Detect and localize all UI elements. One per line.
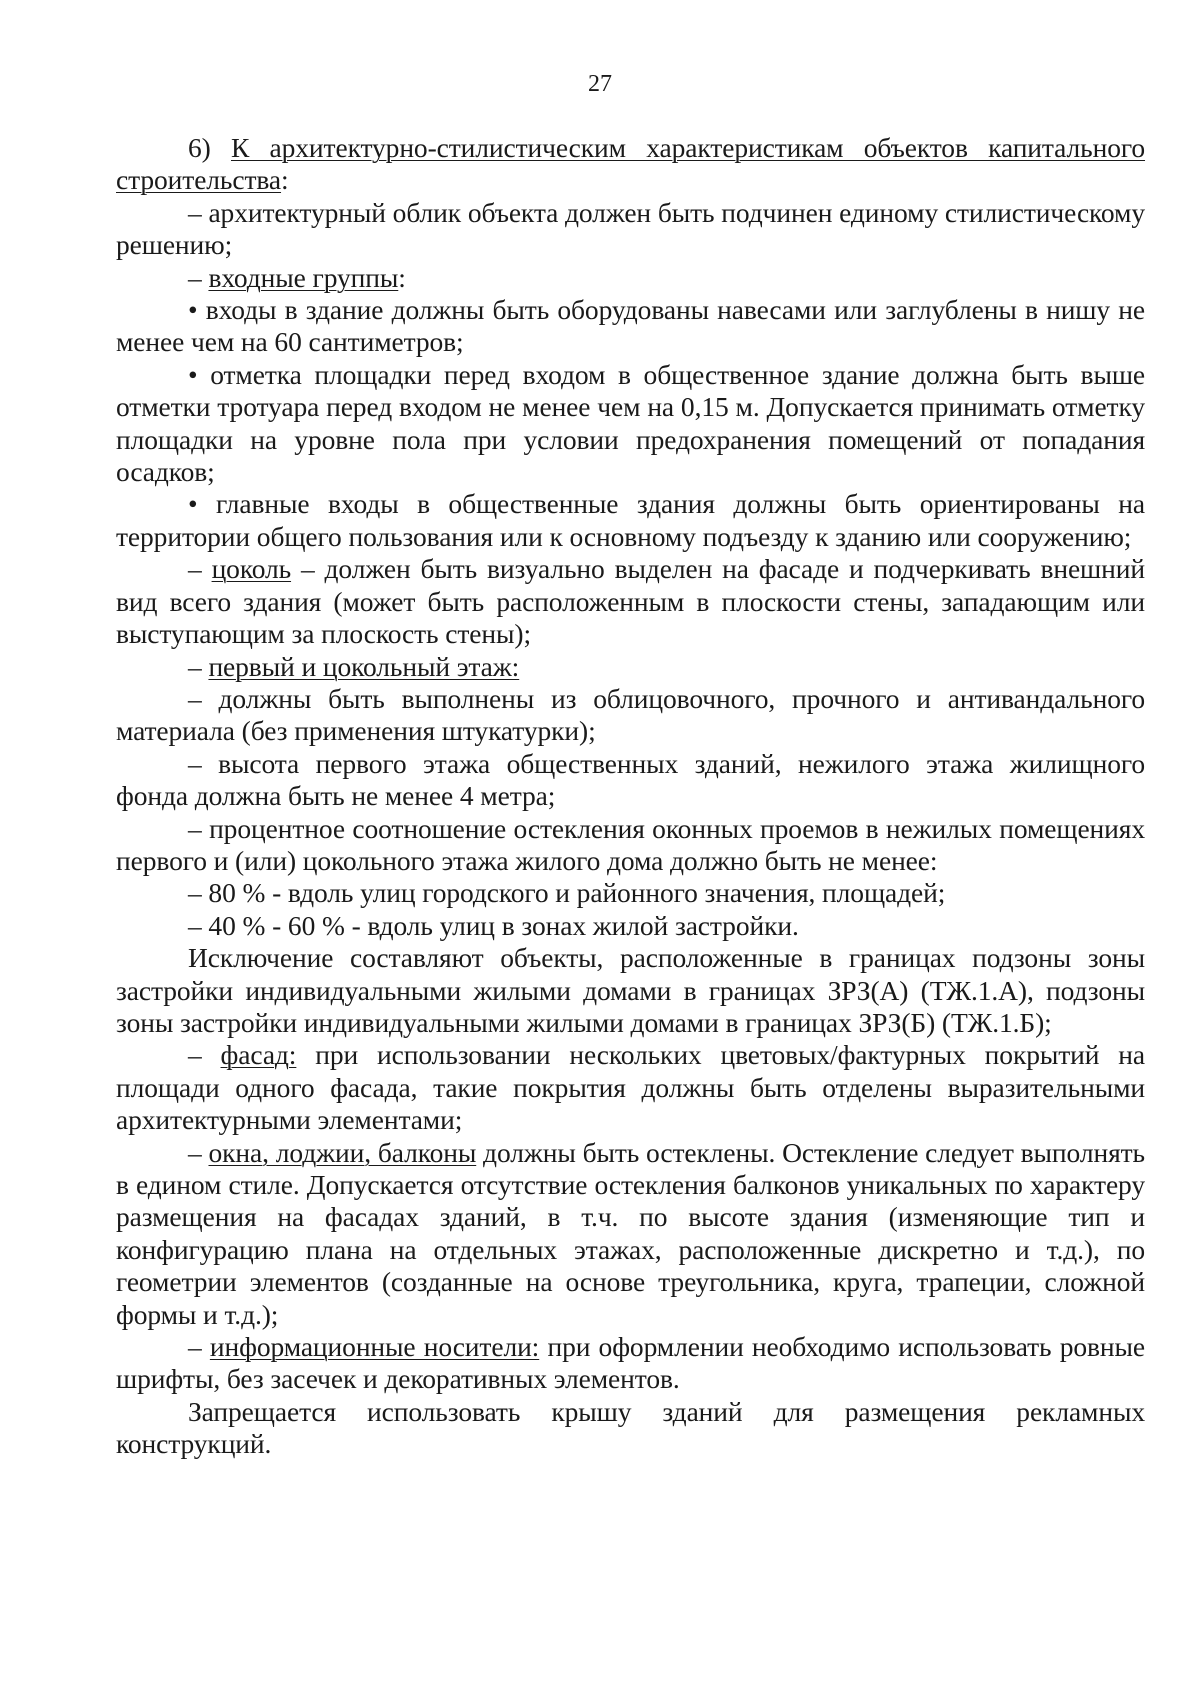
paragraph-5: [116, 359, 1145, 489]
text: – архитектурный облик объекта должен быть подчинен единому стилистическому решению;: [116, 196, 1145, 261]
paragraph-16: [116, 1137, 1145, 1331]
text: должны быть остеклены. Остекление следует выполнять в едином стиле. Допускается отсутствие остекления балконов уникальных по характеру размещения на фасадах зданий, в т.ч. по высоте здания (изменяющие тип и конфигурацию плана на отдельных этажах, расположенные дискретно и т.д.), по геометрии элементов (созданные на основе треугольника, круга, трапеции, сложной формы и т.д.);: [116, 1136, 1145, 1330]
text: Исключение составляют объекты, расположенные в границах подзоны зоны застройки индивидуальными жилыми домами в границах ЗРЗ(А) (ТЖ.1.А), подзоны зоны застройки индивидуальными жилыми домами в границах ЗРЗ(Б) (ТЖ.1.Б);: [116, 942, 1145, 1038]
underlined-term: цоколь: [211, 553, 292, 585]
underlined-term: окна, лоджии, балконы: [208, 1136, 477, 1168]
text: –: [188, 650, 209, 682]
paragraph-12: [116, 877, 1145, 909]
text: –: [188, 553, 212, 585]
underlined-term: фасад:: [220, 1039, 297, 1071]
document-body: [116, 132, 1145, 1461]
text: – должен быть визуально выделен на фасаде и подчеркивать внешний вид всего здания (может быть расположенным в плоскости стены, западающим или выступающим за плоскость стены);: [116, 553, 1145, 650]
text: • входы в здание должны быть оборудованы навесами или заглублены в нишу не менее чем на 60 сантиметров;: [116, 294, 1145, 358]
paragraph-6: [116, 488, 1145, 553]
page-number: 27: [588, 71, 612, 97]
text: • главные входы в общественные здания должны быть ориентированы на территории общего пользования или к основному подъезду к зданию или сооружению;: [116, 488, 1145, 552]
paragraph-13: [116, 910, 1145, 942]
text: – должны быть выполнены из облицовочного, прочного и антивандального материала (без применения штукатурки);: [116, 682, 1145, 747]
paragraph-11: [116, 813, 1145, 878]
text: –: [188, 261, 209, 293]
paragraph-2: [116, 197, 1145, 262]
paragraph-14: [116, 942, 1145, 1039]
underlined-term: входные группы: [208, 261, 399, 293]
paragraph-9: [116, 683, 1145, 748]
paragraph-7: [116, 553, 1145, 650]
underlined-term: информационные носители:: [209, 1331, 540, 1363]
text: при использовании нескольких цветовых/фактурных покрытий на площади одного фасада, такие покрытия должны быть отделены выразительными архитектурными элементами;: [116, 1039, 1145, 1136]
text: :: [398, 261, 406, 293]
paragraph-10: [116, 748, 1145, 813]
text: –: [188, 1136, 209, 1168]
text: при оформлении необходимо использовать ровные шрифты, без засечек и декоративных элементов.: [116, 1331, 1145, 1395]
text: – 40 % - 60 % - вдоль улиц в зонах жилой застройки.: [188, 909, 799, 941]
paragraph-8: [116, 651, 1145, 683]
paragraph-15: [116, 1039, 1145, 1136]
paragraph-3: [116, 262, 1145, 294]
text: • отметка площадки перед входом в общественное здание должна быть выше отметки тротуара перед входом не менее чем на 0,15 м. Допускается принимать отметку площадки на уровне пола при условии предохранения помещений от попадания осадков;: [116, 358, 1145, 488]
text: :: [281, 164, 289, 196]
paragraph-4: [116, 294, 1145, 359]
underlined-term: первый и цокольный этаж:: [208, 650, 520, 682]
text: – процентное соотношение остекления оконных проемов в нежилых помещениях первого и (или) цокольного этажа жилого дома должно быть не менее:: [116, 812, 1145, 876]
text: – высота первого этажа общественных зданий, нежилого этажа жилищного фонда должна быть не менее 4 метра;: [116, 747, 1145, 812]
text: –: [188, 1331, 210, 1363]
text: 6): [188, 132, 231, 163]
text: Запрещается использовать крышу зданий для размещения рекламных конструкций.: [116, 1395, 1145, 1460]
paragraph-18: [116, 1396, 1145, 1461]
text: – 80 % - вдоль улиц городского и районного значения, площадей;: [188, 877, 946, 909]
paragraph-17: [116, 1331, 1145, 1396]
paragraph-1: [116, 132, 1145, 197]
text: –: [188, 1039, 221, 1071]
underlined-heading: К архитектурно-стилистическим характеристикам объектов капитального строительства: [116, 132, 1146, 196]
